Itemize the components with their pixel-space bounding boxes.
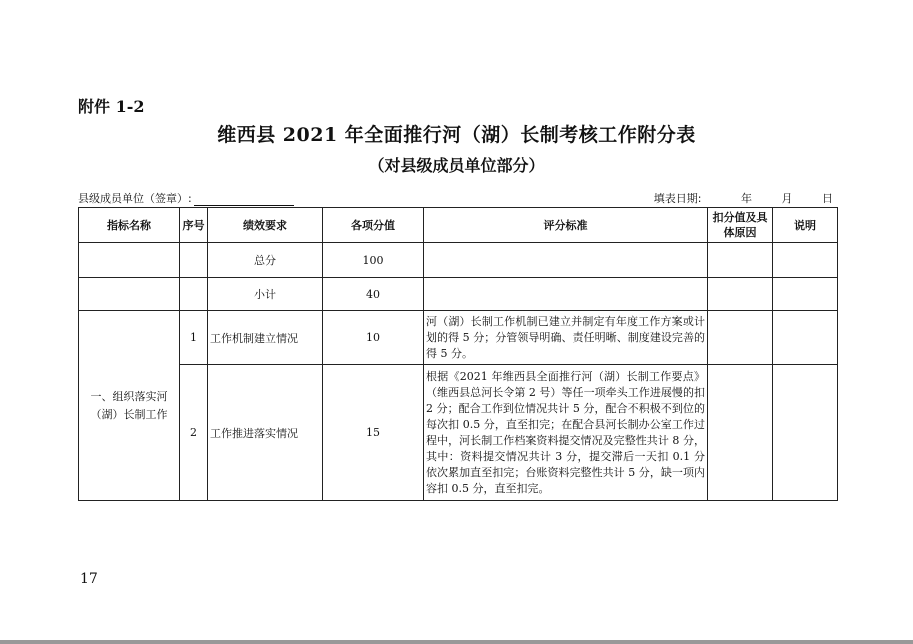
row-note (773, 311, 838, 365)
header-deduction: 扣分值及具体原因 (708, 208, 773, 243)
row-requirement: 工作推进落实情况 (208, 365, 323, 501)
row-deduction (708, 365, 773, 501)
row-requirement: 工作机制建立情况 (208, 311, 323, 365)
unit-label: 县级成员单位（签章）: (78, 192, 192, 205)
row-criteria: 河（湖）长制工作机制已建立并制定有年度工作方案或计划的得 5 分；分管领导明确、责任明晰、制度建设完善的得 5 分。 (424, 311, 708, 365)
row-score: 10 (323, 311, 424, 365)
total-score: 100 (323, 243, 424, 278)
header-indicator: 指标名称 (79, 208, 180, 243)
total-label: 总分 (208, 243, 323, 278)
table-row (79, 365, 838, 501)
row-deduction (708, 311, 773, 365)
document-title: 维西县 2021 年全面推行河（湖）长制考核工作附分表 (217, 124, 696, 146)
date-year: 年 (741, 192, 752, 205)
document-subtitle: （对县级成员单位部分） (368, 156, 545, 175)
date-label: 填表日期: (653, 192, 702, 205)
total-row (79, 243, 838, 278)
fill-date-field (654, 190, 833, 206)
subtotal-label: 小计 (208, 278, 323, 311)
unit-signature-field (78, 190, 294, 206)
signature-line (194, 195, 294, 206)
date-day: 日 (822, 192, 833, 205)
header-note: 说明 (773, 208, 838, 243)
row-criteria: 根据《2021 年维西县全面推行河（湖）长制工作要点》（维西县总河长令第 2 号）等任一项牵头工作进展慢的扣 2 分；配合工作到位情况共计 5 分，配合不积极不到位的每次扣 0.5 分，直至扣完；在配合县河长制办公室工作过程中，河长制工作档案资料提交情况及完整性共计 8 分，其中：资料提交情况共计 3 分，提交滞后一天扣 0.1 分依次累加直至扣完；台账资料完整性共计 5 分，缺一项内容扣 0.5 分，直至扣完。 (424, 365, 708, 501)
table-row (79, 311, 838, 365)
row-score: 15 (323, 365, 424, 501)
header-criteria: 评分标准 (424, 208, 708, 243)
subtotal-row (79, 278, 838, 311)
attachment-label: 附件 1-2 (78, 97, 145, 116)
page-number: 17 (80, 571, 98, 587)
assessment-table (78, 207, 838, 501)
header-score: 各项分值 (323, 208, 424, 243)
table-header-row (79, 208, 838, 243)
header-requirement: 绩效要求 (208, 208, 323, 243)
subtotal-score: 40 (323, 278, 424, 311)
row-seq: 2 (180, 365, 208, 501)
group-name: 一、组织落实河（湖）长制工作 (79, 311, 180, 501)
header-seq: 序号 (180, 208, 208, 243)
row-seq: 1 (180, 311, 208, 365)
page-bottom-edge (0, 640, 913, 644)
date-month: 月 (781, 192, 793, 205)
row-note (773, 365, 838, 501)
